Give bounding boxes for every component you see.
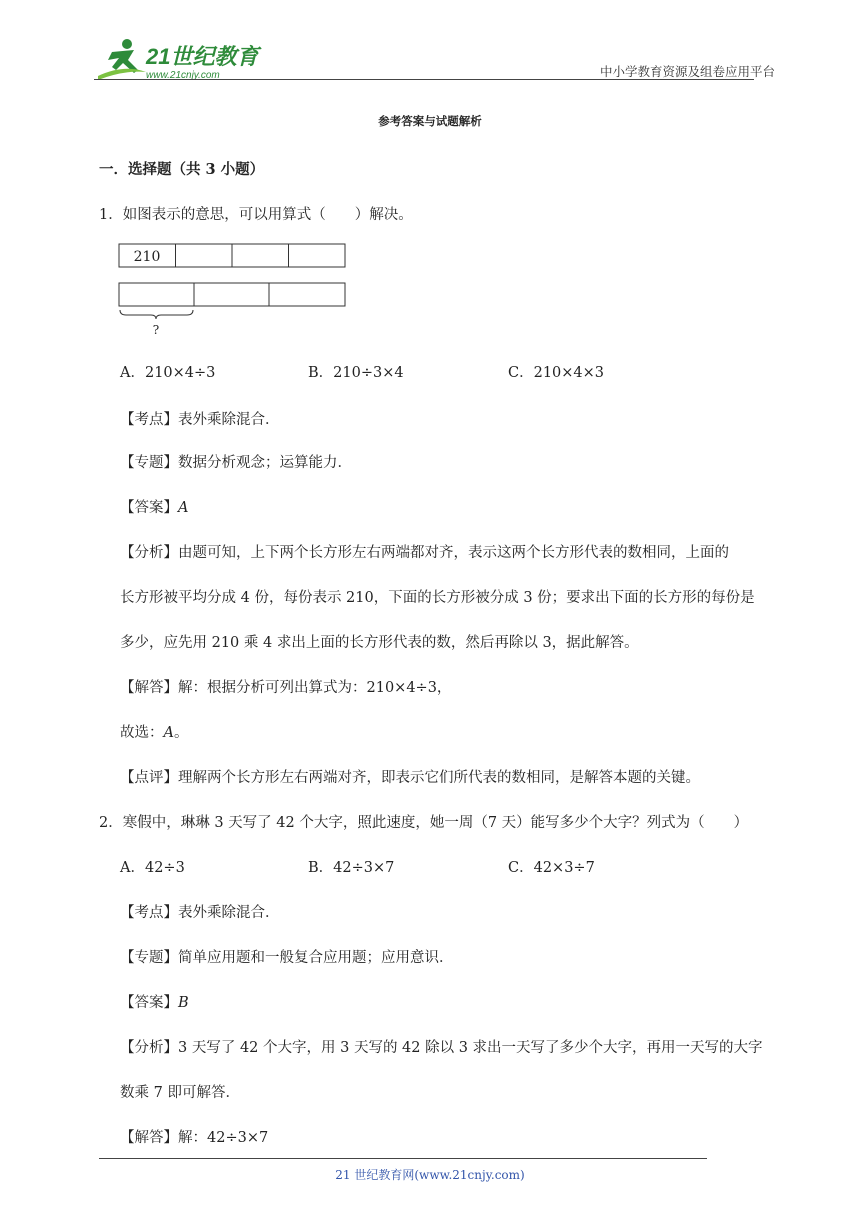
q1-option-b: B．210÷3×4: [308, 365, 404, 381]
q1-figure: [118, 243, 348, 337]
q1-choose: [120, 721, 188, 742]
choose-label: 故选：: [120, 725, 164, 741]
footer-link[interactable]: 21 世纪教育网(www.21cnjy.com): [335, 1168, 525, 1182]
q1-analysis-line-3: 多少，应先用 210 乘 4 求出上面的长方形代表的数，然后再除以 3，据此解答。: [120, 635, 639, 651]
choose-suffix: 。: [173, 725, 189, 741]
q2-option-c: C．42×3÷7: [508, 860, 595, 876]
q2-option-b: B．42÷3×7: [308, 860, 395, 876]
footer-divider: [99, 1158, 707, 1159]
q1-analysis-line-2: 长方形被平均分成 4 份，每份表示 210，下面的长方形被分成 3 份；要求出下面的长方形的每份是: [120, 590, 755, 606]
q1-option-a: A．210×4÷3: [120, 365, 216, 381]
choose-letter: A: [163, 725, 174, 741]
q1-solution: 【解答】解：根据分析可列出算式为：210×4÷3，: [120, 680, 452, 696]
q1-analysis-line-1: 【分析】由题可知，上下两个长方形左右两端都对齐，表示这两个长方形代表的数相同，上面的: [120, 545, 729, 561]
logo-url: www.21cnjy.com: [146, 70, 220, 81]
q1-bar-diagram: [118, 243, 348, 337]
q1-options: [120, 361, 720, 381]
header-platform-text: 中小学教育资源及组卷应用平台: [600, 64, 776, 79]
lower-rectangle: [119, 283, 345, 306]
answer-letter: A: [178, 500, 189, 516]
q1-stem: 1．如图表示的意思，可以用算式（ ）解决。: [99, 207, 413, 223]
runner-icon: [98, 39, 146, 80]
brace: [120, 310, 193, 319]
upper-cell-value: 210: [133, 249, 161, 265]
q2-analysis-line-2: 数乘 7 即可解答．: [120, 1085, 240, 1101]
q2-options: [120, 856, 720, 876]
logo-text: 21世纪教育: [146, 44, 259, 69]
q2-zhuanti: 【专题】简单应用题和一般复合应用题；应用意识．: [120, 950, 454, 966]
page-title: 参考答案与试题解析: [378, 114, 482, 128]
q1-zhuanti: 【专题】数据分析观念；运算能力．: [120, 455, 352, 471]
answer-label: 【答案】: [120, 500, 178, 516]
q2-kaodian: 【考点】表外乘除混合．: [120, 905, 280, 921]
q2-answer: [120, 991, 189, 1012]
q1-kaodian: 【考点】表外乘除混合．: [120, 412, 280, 428]
q1-option-c: C．210×4×3: [508, 365, 605, 381]
q1-answer: [120, 496, 188, 517]
header-divider: [94, 79, 754, 80]
site-logo: [94, 36, 264, 82]
q1-comment: 【点评】理解两个长方形左右两端对齐，即表示它们所代表的数相同，是解答本题的关键。: [120, 770, 700, 786]
q2-option-a: A．42÷3: [120, 860, 185, 876]
answer-letter: B: [178, 995, 189, 1011]
answer-label: 【答案】: [120, 995, 178, 1011]
q2-analysis-line-1: 【分析】3 天写了 42 个大字，用 3 天写的 42 除以 3 求出一天写了多少个大字，再用一天写的大字: [120, 1040, 763, 1056]
q2-solution: 【解答】解：42÷3×7: [120, 1130, 269, 1146]
section-heading: 一．选择题（共 3 小题）: [99, 161, 265, 178]
q2-stem: 2．寒假中，琳琳 3 天写了 42 个大字，照此速度，她一周（7 天）能写多少个大字？列式为（ ）: [99, 815, 749, 831]
brace-label: ?: [152, 323, 160, 337]
